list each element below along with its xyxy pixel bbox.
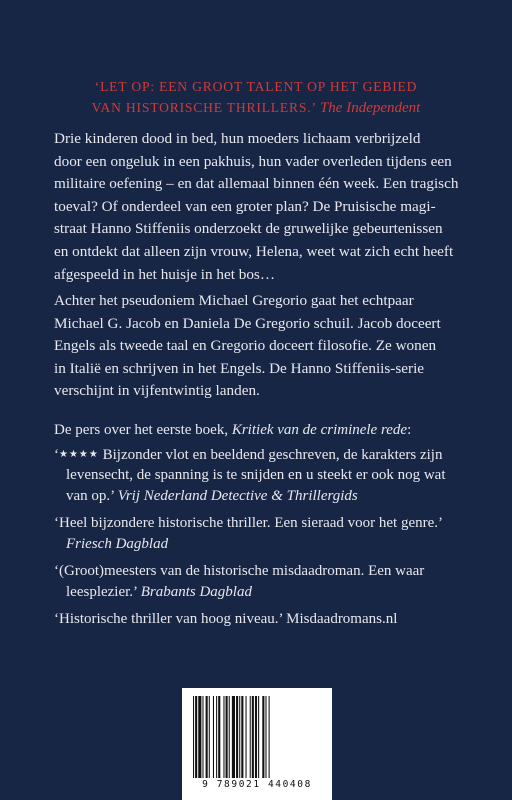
quote-text: leesplezier.’ (66, 583, 137, 600)
barcode-bar (265, 696, 266, 778)
tagline-line-2-text: VAN HISTORISCHE THRILLERS.’ (91, 100, 316, 115)
press-lead (54, 420, 464, 441)
barcode-bar (269, 696, 270, 778)
quote-line (54, 582, 464, 603)
synopsis-line: door een ongeluk in een pakhuis, hun vader overleden tijdens een (54, 152, 452, 170)
barcode-bar (236, 696, 238, 778)
tagline-source: The Independent (319, 100, 421, 116)
barcode-bar (209, 696, 210, 778)
quote-text: van op.’ (66, 487, 115, 504)
quote-text: Bijzonder vlot en beeldend geschreven, de karakters zijn (98, 446, 443, 463)
barcode-icon (192, 696, 322, 778)
author-bio-line: Achter het pseudoniem Michael Gregorio gaat het echtpaar (54, 292, 414, 309)
barcode-bar (250, 696, 251, 778)
tagline-line-1: ‘LET OP: EEN GROOT TALENT OP HET GEBIED (94, 79, 418, 94)
barcode-bar (213, 696, 214, 778)
barcode-bar (226, 696, 228, 778)
barcode-bar (252, 696, 254, 778)
barcode-bar (218, 696, 220, 778)
barcode-bar (198, 696, 201, 778)
barcode-bar (246, 696, 247, 778)
synopsis-line: afgespeeld in het huisje in het bos… (54, 265, 276, 283)
tagline-line-2 (60, 97, 452, 119)
press-quotes (54, 420, 464, 637)
quote-line (54, 486, 464, 507)
barcode-bar (255, 696, 257, 778)
press-lead-text: De pers over het eerste boek, (54, 422, 229, 438)
quote-line (54, 445, 464, 466)
press-lead-title: Kritiek van de criminele rede (231, 422, 408, 438)
barcode-bar (206, 696, 208, 778)
barcode-bar (216, 696, 217, 778)
quote-text: ‘(Groot)meesters van de historische misdaadroman. Een waar (54, 563, 425, 579)
quote-misdaadromans (54, 609, 464, 630)
quote-source: Brabants Dagblad (140, 583, 252, 600)
tagline (60, 76, 452, 119)
star-rating-icon: ★★★★ (59, 448, 99, 460)
barcode-bar (193, 696, 194, 778)
barcode-bar (223, 696, 224, 778)
barcode-bar (262, 696, 264, 778)
synopsis-line: straat Hanno Stiffeniis onderzoekt de gruwelijke gebeurtenissen (54, 220, 443, 238)
isbn-number: 9 789021 440408 (202, 779, 312, 790)
barcode-bar (202, 696, 203, 778)
author-bio-line: Michael G. Jacob en Daniela De Gregorio schuil. Jacob doceert (54, 314, 441, 332)
synopsis-line: en ontdekt dat alleen zijn vrouw, Helena, weet wat zich echt heeft (54, 242, 454, 260)
author-bio-line: in Italië en schrijven in het Engels. De Hanno Stiffeniis-serie (54, 359, 425, 377)
press-lead-end: : (407, 422, 412, 438)
barcode-bar (239, 696, 240, 778)
quote-open-mark: ‘ (54, 446, 59, 463)
synopsis-line: militaire oefening – en dat allemaal binnen één week. Een tragisch (54, 175, 459, 193)
barcode-bar (195, 696, 197, 778)
barcode-bar (241, 696, 243, 778)
quote-line: levensecht, de spanning is te snijden en u steekt er ook nog wat (66, 467, 446, 483)
quote-vrij-nederland (54, 445, 464, 507)
quote-brabants-dagblad (54, 561, 464, 602)
author-bio-line: verschijnt in vijfentwintig landen. (54, 382, 260, 400)
author-bio (54, 290, 464, 403)
synopsis-line: Drie kinderen dood in bed, hun moeders lichaam verbrijzeld (54, 130, 421, 147)
synopsis-line: toeval? Of onderdeel van een groter plan? De Pruisische magi- (54, 197, 436, 215)
quote-friesch-dagblad (54, 513, 464, 554)
author-bio-line: Engels als tweede taal en Gregorio doceert filosofie. Ze wonen (54, 337, 437, 355)
barcode-bar (229, 696, 230, 778)
barcode-bar (232, 696, 235, 778)
quote-text: ‘Heel bijzondere historische thriller. Een sieraad voor het genre.’ (54, 515, 444, 531)
barcode (182, 688, 332, 800)
quote-text: ‘Historische thriller van hoog niveau.’ Misdaadromans.nl (54, 611, 398, 627)
barcode-bar (258, 696, 259, 778)
synopsis (54, 128, 464, 286)
quote-source: Vrij Nederland Detective & Thrillergids (117, 487, 358, 504)
quote-source: Friesch Dagblad (66, 535, 169, 552)
